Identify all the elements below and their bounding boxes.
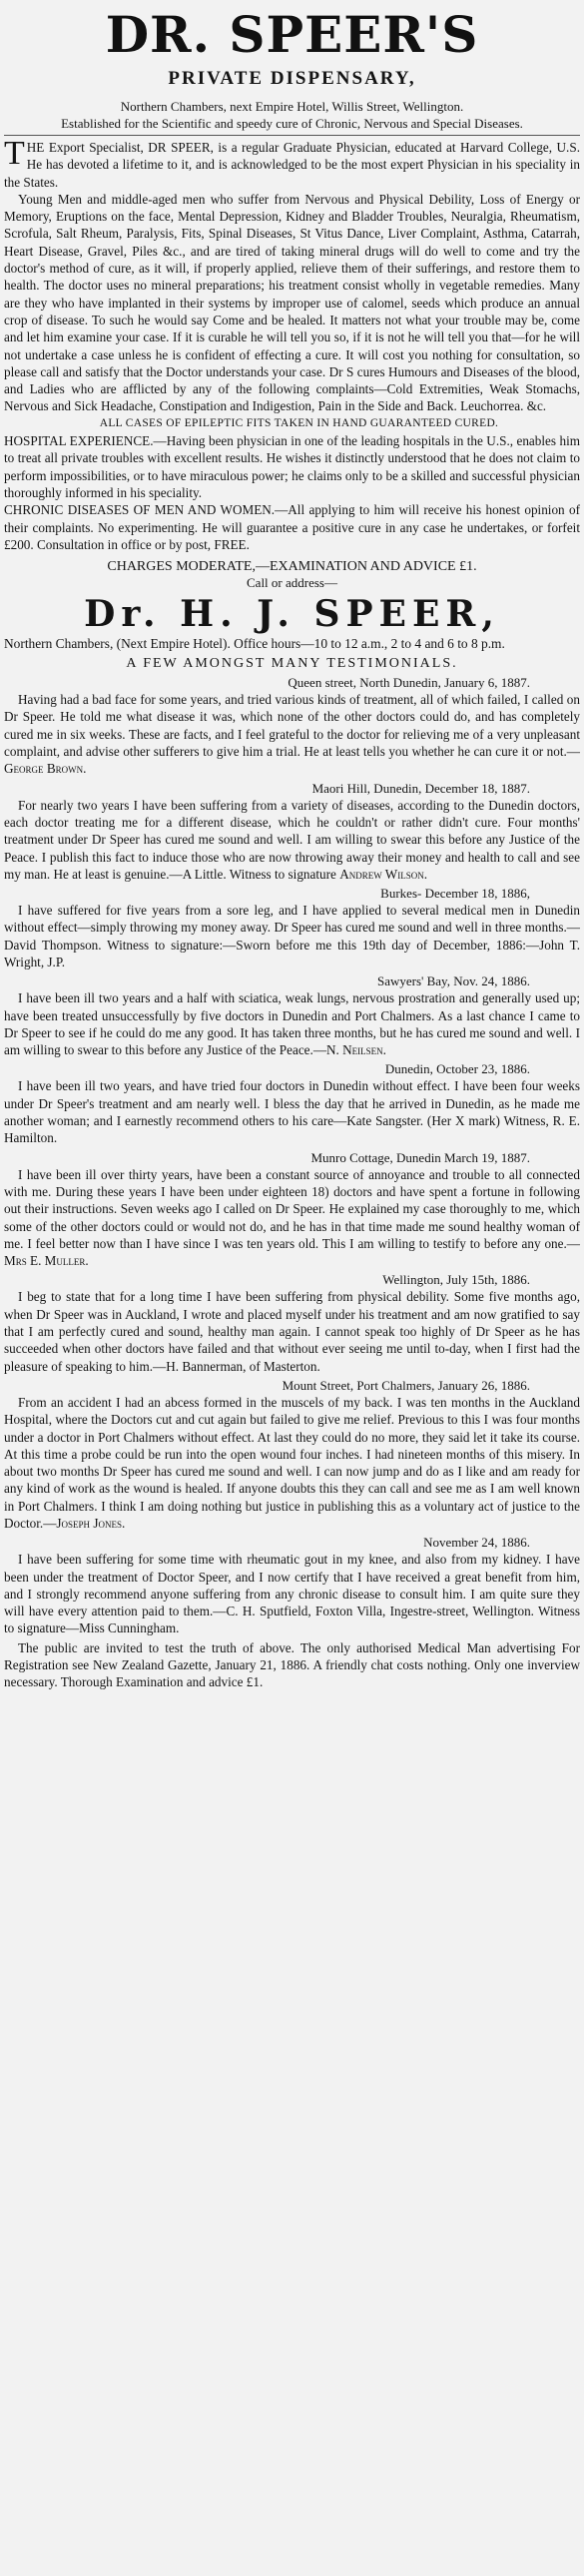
testimonial-place: Mount Street, Port Chalmers, January 26, 1886. xyxy=(282,1377,530,1393)
testimonial-body xyxy=(4,902,580,970)
testimonial-place: Wellington, July 15th, 1886. xyxy=(382,1272,530,1288)
testimonial-body xyxy=(4,1288,580,1374)
symptoms-paragraph: Young Men and middle-aged men who suffer from Nervous and Physical Debility, Loss of Energy or Memory, Eruptions on the face, Mental Depression, Kidney and Bladder Troubles, Neuralgia, Rheumatism, Scrofula, Salt Rheum, Paralysis, Fits, Spinal Diseases, St Vitus Dance, Liver Complaint, Asthma, Catarrah, Heart Disease, Gravel, Piles &c., and are tired of taking mineral drugs will do well to come and try the doctor's method of cure, as it will, if properly applied, relieve them of their sufferings, and restore them to health. The doctor uses no mineral preparations; his treatment consist wholly in vegetable remedies. Many are they who have implanted in their systems by improper use of calomel, seeds which produce an annual crop of disease. To such he would say Come and be healed. It matters not what your trouble may be, come and let him examine your case. If it is curable he will tell you so, if it is not he will tell you that—for he will not undertake a case unless he is confident of effecting a cure. It will cost you nothing for consultation, so please call and satisfy that the Doctor understands your case. Dr S cures Humours and Diseases of the blood, and Ladies who are afflicted by any of the following complaints—Cold Extremities, Weak Stomachs, Nervous and Sick Headache, Constipation and Indigestion, Pain in the Side and Back. Leuchorrea. &c. xyxy=(4,191,580,414)
testimonial-text: I have been ill over thirty years, have been a constant source of annoyance and trouble to all connected with me. During these years I have been under eighteen 18) doctors and have spent a fortune in following out their instructions. Seven weeks ago I called on Dr Speer. He explained my case thoroughly to me, which some of the other doctors could or would not do, and he has in that time made me sound healthy woman of me. I feel better now than I have since I was ten years old. This I am willing to testify to before any one.— xyxy=(4,1166,580,1251)
testimonial-text: From an accident I had an abcess formed in the muscels of my back. I was ten months in the Auckland Hospital, where the Doctors cut and cut again but failed to give me relief. Previous to this I was four months under a doctor in Port Chalmers without effect. At last they could do no more, they said let it take its course. At this time a probe could be run into the open wound four inches. I had nineteen months of this misery. In about two months Dr Speer has cured me sound and well. I can now jump and do as I like and am ready for any kind of work as the wound is healed. If anyone doubts this they can call and see me as I am well known in Port Chalmers. I think I am doing nothing but justice in publishing this as a voluntary act of justice to the Doctor.— xyxy=(4,1394,580,1531)
testimonial-text: I beg to state that for a long time I have been suffering from physical debility. Some five months ago, when Dr Speer was in Auckland, I wrote and placed myself under his treatment and am now gratified to say that I am perfectly cured and sound, healthy man again. I cannot speak too highly of Dr Speer as he has succeeded when other doctors have failed and that without ever seeing me until to-day, when I first had the pleasure of speaking to him.—H. Bannerman, of Masterton. xyxy=(4,1289,580,1374)
testimonial-signature: Joseph Jones. xyxy=(56,1516,126,1531)
office-hours: Northern Chambers, (Next Empire Hotel). Office hours—10 to 12 a.m., 2 to 4 and 6 to 8 p.m. xyxy=(4,636,505,652)
footer-text: The public are invited to test the truth of above. The only authorised Medical Man advertising For Registration see New Zealand Gazette, January 21, 1886. A friendly chat costs nothing. Only one inverview necessary. Thorough Examination and advice £1. xyxy=(4,1639,580,1690)
testimonial-item xyxy=(4,972,580,1058)
footer-section xyxy=(4,1639,580,1691)
testimonial-signature: Mrs E. Muller. xyxy=(4,1253,89,1269)
intro-paragraph xyxy=(4,135,580,191)
chronic-paragraph: CHRONIC DISEASES OF MEN AND WOMEN.—All applying to him will receive his honest opinion of their complaints. No experimenting. He will guarantee a positive cure in any case he undertakes, or forfeit £200. Consultation in office or by post, FREE. xyxy=(4,502,580,552)
testimonials-heading: A FEW AMONGST MANY TESTIMONIALS. xyxy=(126,656,458,672)
testimonial-body xyxy=(4,691,580,777)
testimonial-signature: Andrew Wilson. xyxy=(339,866,428,882)
testimonial-place: Maori Hill, Dunedin, December 18, 1887. xyxy=(311,780,530,796)
testimonial-place: November 24, 1886. xyxy=(423,1535,530,1551)
testimonial-body xyxy=(4,1551,580,1636)
testimonial-place: Sawyers' Bay, Nov. 24, 1886. xyxy=(376,973,530,989)
charges-line: CHARGES MODERATE,—EXAMINATION AND ADVICE £1. xyxy=(107,559,477,575)
testimonial-place: Munro Cottage, Dunedin March 19, 1887. xyxy=(310,1149,530,1165)
testimonial-body xyxy=(4,989,580,1058)
address-line: Northern Chambers, next Empire Hotel, Willis Street, Wellington. xyxy=(120,99,464,114)
testimonial-text: I have been ill two years, and have tried four doctors in Dunedin without effect. I have been four weeks under Dr Speer's treatment and am nearly well. I bless the day that he arrived in Dunedin, as he made me another woman; and I earnestly recommend others to his care—Kate Sangster. (Her X mark) Witness, R. E. Hamilton. xyxy=(4,1078,580,1146)
drop-cap: T xyxy=(4,135,25,172)
testimonial-item xyxy=(4,885,580,970)
intro-section xyxy=(4,135,580,553)
testimonial-place: Burkes- December 18, 1886, xyxy=(380,886,530,902)
testimonial-text: I have suffered for five years from a sore leg, and I have applied to several medical men in Dunedin without effect—simply throwing my money away. Dr Speer has cured me sound and well in three months.—David Thompson. Witness to signature:—Sworn before me this 19th day of December, 1886:—John T. Wright, J.P. xyxy=(4,903,580,969)
page-title: DR. SPEER'S xyxy=(105,6,479,64)
testimonial-text: I have been suffering for some time with rheumatic gout in my knee, and also from my kidney. I have been under the treatment of Doctor Speer, and I now certify that I have received a great benefit from him, and I strongly recommend anyone suffering from any chronic disease to consult him. I am quite sure they will have every attention paid to them.—C. H. Sputfield, Foxton Villa, Ingestre-street, Wellington. Witness to signature—Miss Cunningham. xyxy=(4,1552,580,1636)
testimonial-body xyxy=(4,1394,580,1532)
testimonials-list xyxy=(4,674,580,1637)
hospital-paragraph: HOSPITAL EXPERIENCE.—Having been physician in one of the leading hospitals in the U.S., enables him to treat all private troubles with excellent results. He wishes it distinctly understood that he does not claim to perform impossibilities, or to have miraculous power; he claims only to be a skilled and successful physician thoroughly informed in his speciality. xyxy=(4,433,580,500)
call-label: Call or address— xyxy=(247,575,337,591)
page-subtitle: PRIVATE DISPENSARY, xyxy=(168,68,416,89)
testimonial-text: Having had a bad face for some years, and tried various kinds of treatment, all of which failed, I called on Dr Speer. He told me what disease it was, which none of the other doctors could do, and has completely cured me in six weeks. These are facts, and I feel grateful to the doctor for relieving me of a very unpleasant complaint, and advise other sufferers to give him a trial. He at least tells you whether he can cure it or not.— xyxy=(4,692,580,760)
epileptic-notice: ALL CASES OF EPILEPTIC FITS TAKEN IN HAND GUARANTEED CURED. xyxy=(99,416,499,429)
testimonial-item xyxy=(4,1149,580,1270)
testimonial-item xyxy=(4,1377,580,1532)
doctor-name: Dr. H. J. SPEER, xyxy=(84,593,500,636)
testimonial-item xyxy=(4,1271,580,1374)
testimonial-item xyxy=(4,1060,580,1146)
testimonial-body xyxy=(4,1077,580,1146)
establishment-line: Established for the Scientific and speedy cure of Chronic, Nervous and Special Diseases. xyxy=(61,116,523,131)
testimonial-place: Dunedin, October 23, 1886. xyxy=(384,1061,530,1077)
divider xyxy=(4,135,580,136)
testimonial-place: Queen street, North Dunedin, January 6, 1887. xyxy=(288,675,530,691)
testimonial-body xyxy=(4,797,580,883)
testimonial-signature: George Brown. xyxy=(4,761,87,777)
testimonial-signature: N. Neilsen. xyxy=(326,1042,386,1058)
address-block xyxy=(4,98,580,132)
intro-text: HE Export Specialist, DR SPEER, is a regular Graduate Physician, educated at Harvard College, U.S. He has devoted a lifetime to it, and is acknowledged to be the most expert Physician in his speciality in the States. xyxy=(4,140,580,190)
testimonial-item xyxy=(4,1534,580,1636)
testimonial-body xyxy=(4,1166,580,1270)
testimonial-item xyxy=(4,674,580,777)
testimonial-text: For nearly two years I have been suffering from a variety of diseases, according to the Dunedin doctors, each doctor treating me for a different disease, which he couldn't or rather didn't cure. Four months' treatment under Dr Speer has cured me sound and well. I am willing to swear this before any Justice of the Peace. I publish this fact to induce those who are now throwing away their money and health to call and see my man. He at least is genuine.—A Little. Witness to signature xyxy=(4,797,580,882)
testimonial-text: I have been ill two years and a half with sciatica, weak lungs, nervous prostration and generally used up; have been treated unsuccessfully by five doctors in Dunedin and Port Chalmers. As a last chance I came to Dr Speer to see if he could do me any good. It has taken three months, but he has cured me sound and well. I am willing to swear to this before any Justice of the Peace.— xyxy=(4,990,580,1058)
testimonial-item xyxy=(4,780,580,883)
